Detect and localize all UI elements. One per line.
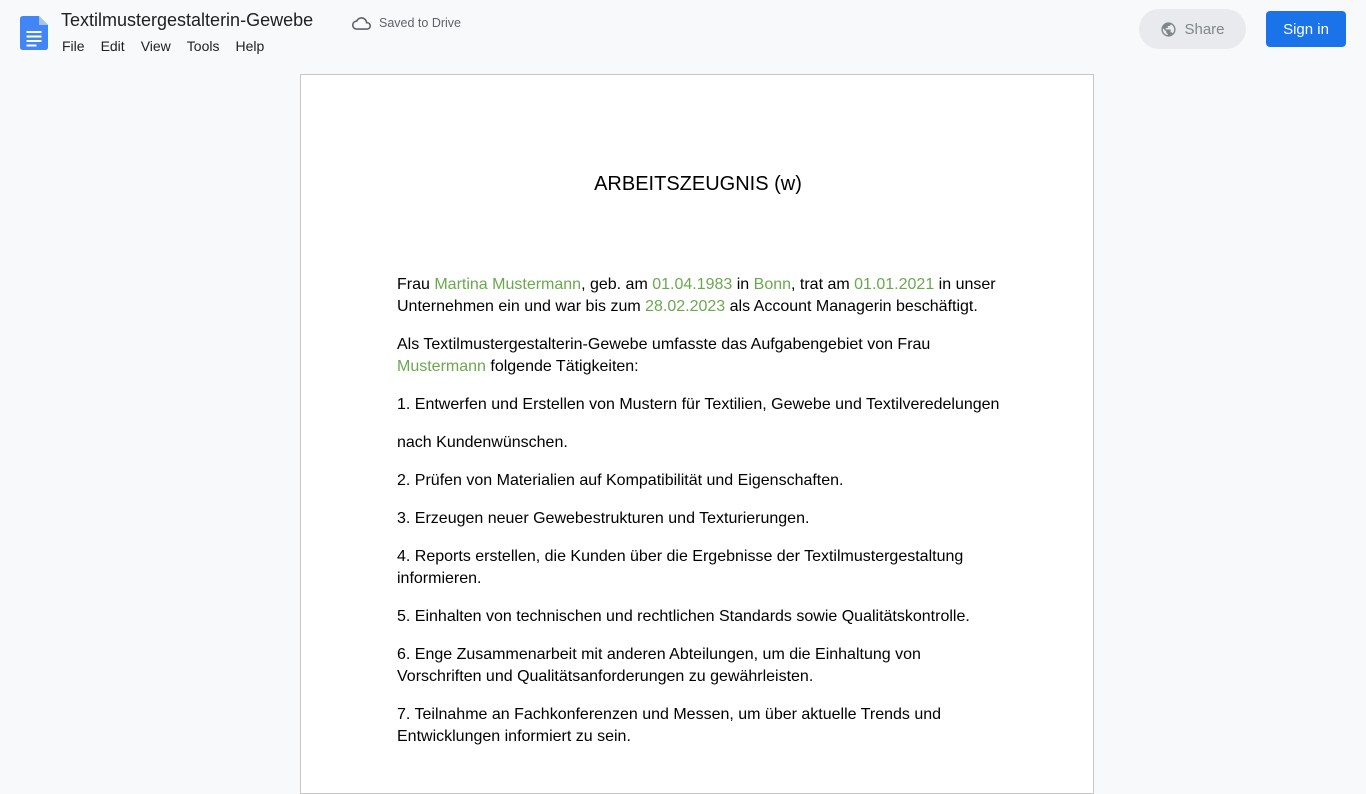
sign-in-button[interactable]: Sign in	[1266, 11, 1346, 47]
intro-text: in	[732, 276, 754, 293]
save-status	[352, 14, 461, 32]
globe-icon	[1160, 21, 1177, 38]
task-item: 1. Entwerfen und Erstellen von Mustern für Textilien, Gewebe und Textilveredelungen	[397, 396, 1000, 413]
menu-edit[interactable]: Edit	[100, 38, 125, 54]
document-heading: ARBEITSZEUGNIS (w)	[594, 173, 802, 195]
share-label: Share	[1184, 20, 1225, 38]
top-bar	[0, 0, 1366, 64]
task-item: 3. Erzeugen neuer Gewebestrukturen und Texturierungen.	[397, 510, 810, 527]
start-date: 01.01.2021	[854, 276, 935, 293]
task-item: 6. Enge Zusammenarbeit mit anderen Abteilungen, um die Einhaltung von Vorschriften und Qualitätsanforderungen zu gewährleisten.	[397, 646, 921, 685]
tasks-intro-paragraph	[397, 334, 1007, 378]
tasks-intro-text: Als Textilmustergestalterin-Gewebe umfasste das Aufgabengebiet von Frau	[397, 336, 931, 353]
cloud-done-icon	[352, 14, 371, 33]
menu-help[interactable]: Help	[235, 38, 265, 54]
menu-file[interactable]: File	[62, 38, 85, 54]
task-item: nach Kundenwünschen.	[397, 434, 568, 451]
employee-name: Martina Mustermann	[434, 276, 582, 293]
end-date: 28.02.2023	[645, 298, 726, 315]
menu-view[interactable]: View	[140, 38, 171, 54]
menu-bar	[54, 36, 272, 58]
intro-text: in unser Unternehmen ein und war bis zum	[397, 276, 996, 315]
share-button[interactable]	[1139, 9, 1246, 49]
intro-text: , trat am	[791, 276, 855, 293]
task-item: 5. Einhalten von technischen und rechtlichen Standards sowie Qualitätskontrolle.	[397, 608, 970, 625]
document-body	[397, 274, 1007, 764]
intro-text: , geb. am	[581, 276, 653, 293]
birth-date: 01.04.1983	[652, 276, 733, 293]
task-item: 2. Prüfen von Materialien auf Kompatibilität und Eigenschaften.	[397, 472, 844, 489]
tasks-intro-text: folgende Tätigkeiten:	[485, 358, 639, 375]
document-page[interactable]	[300, 74, 1094, 794]
intro-text: als Account Managerin beschäftigt.	[725, 298, 978, 315]
task-item: 4. Reports erstellen, die Kunden über die Ergebnisse der Textilmustergestaltung informieren.	[397, 548, 964, 587]
task-item: 7. Teilnahme an Fachkonferenzen und Messen, um über aktuelle Trends und Entwicklungen informiert zu sein.	[397, 706, 942, 745]
save-status-label: Saved to Drive	[379, 16, 461, 30]
intro-text: Frau	[397, 276, 435, 293]
employee-surname: Mustermann	[397, 358, 486, 375]
google-docs-icon[interactable]	[20, 16, 48, 50]
intro-paragraph	[397, 274, 1007, 318]
birth-place: Bonn	[753, 276, 792, 293]
menu-tools[interactable]: Tools	[186, 38, 220, 54]
document-title[interactable]: Textilmustergestalterin-Gewebe	[61, 10, 314, 30]
